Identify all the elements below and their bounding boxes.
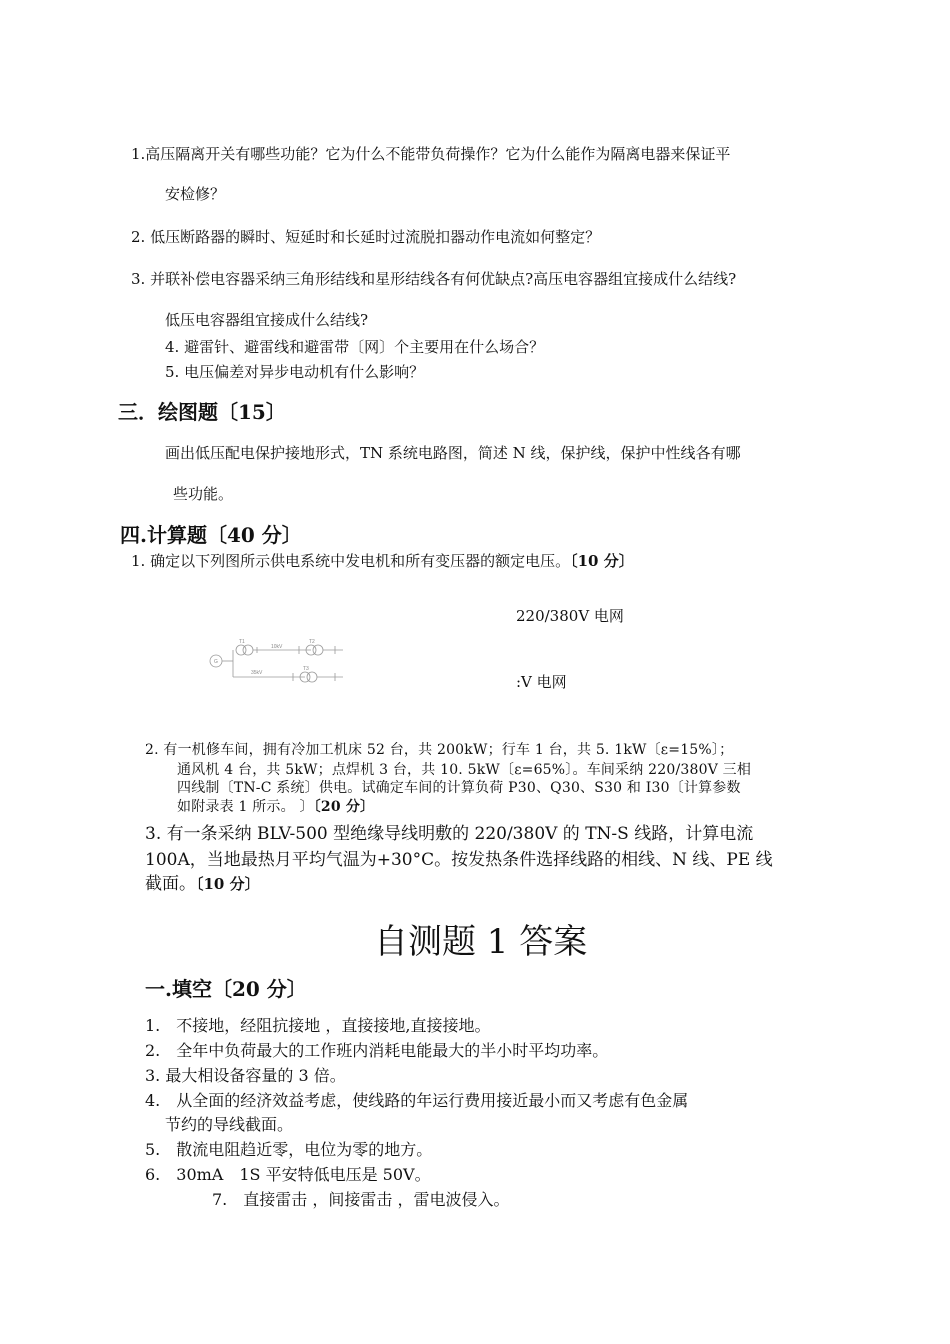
question-1-line-2: 安检修？	[165, 185, 226, 203]
section-3-heading: 三．绘图题〔15〕	[118, 400, 286, 424]
calc-question-2-line-1: 2. 有一机修车间，拥有冷加工机床 52 台，共 200kW；行车 1 台，共 5. 1kW〔ε=15%〕；	[145, 742, 734, 758]
calc-question-1-text: 1. 确定以下列图所示供电系统中发电机和所有变压器的额定电压。	[131, 552, 571, 570]
calc-question-3-line-2: 100A，当地最热月平均气温为+30°C。按发热条件选择线路的相线、N 线、PE 线	[145, 850, 773, 870]
calc-question-2-line-4	[177, 796, 374, 816]
answer-item-3: 3. 最大相设备容量的 3 倍。	[145, 1066, 346, 1085]
power-supply-diagram	[205, 632, 355, 692]
calc-question-3-line-1: 3. 有一条采纳 BLV-500 型绝缘导线明敷的 220/380V 的 TN-S 线路，计算电流	[145, 824, 754, 844]
question-3-line-2: 低压电容器组宜接成什么结线?	[165, 311, 369, 329]
generator-label: G	[214, 659, 218, 665]
answer-item-6: 6. 30mA 1S 平安特低电压是 50V。	[145, 1165, 431, 1184]
calc-question-2-line-3: 四线制〔TN-C 系统〕供电。试确定车间的计算负荷 P30、Q30、S30 和 I30〔计算参数	[177, 780, 741, 796]
question-1-line-1: 1.高压隔离开关有哪些功能？它为什么不能带负荷操作？它为什么能作为隔离电器来保证平	[131, 145, 731, 163]
answers-title: 自测题 1 答案	[374, 922, 588, 962]
question-4: 4. 避雷针、避雷线和避雷带〔网〕个主要用在什么场合？	[165, 338, 545, 356]
section-4-heading: 四.计算题〔40 分〕	[120, 523, 302, 547]
line-35kv-label: 35kV	[251, 670, 263, 676]
t3-label: T3	[303, 666, 309, 672]
answer-item-4-cont: 节约的导线截面。	[165, 1115, 294, 1134]
question-5: 5. 电压偏差对异步电动机有什么影响？	[165, 363, 425, 381]
grid-label-220-380v: 220/380V 电网	[516, 607, 624, 625]
t2-label: T2	[309, 639, 315, 645]
calc-question-1-points: 〔10 分〕	[570, 552, 634, 570]
transformer-t2-winding-2	[313, 645, 323, 655]
section-3-text-line-1: 画出低压配电保护接地形式，TN 系统电路图，简述 N 线，保护线，保护中性线各有哪	[165, 444, 741, 462]
answers-heading: 一.填空〔20 分〕	[145, 977, 307, 1001]
answer-item-5: 5. 散流电阻趋近零，电位为零的地方。	[145, 1140, 433, 1159]
answer-item-2: 2. 全年中负荷最大的工作班内消耗电能最大的半小时平均功率。	[145, 1041, 609, 1060]
calc-question-2-line-4-text: 如附录表 1 所示。 〕	[177, 799, 314, 815]
line-10kv-label: 10kV	[271, 644, 283, 650]
section-3-text-line-2: 些功能。	[173, 485, 234, 503]
answer-item-7: 7. 直接雷击 ，间接雷击 ，雷电波侵入。	[212, 1190, 510, 1209]
grid-label-kv: :V 电网	[516, 673, 567, 691]
calc-question-1	[131, 550, 634, 571]
answer-item-1: 1. 不接地，经阻抗接地 ，直接接地,直接接地。	[145, 1016, 491, 1035]
calc-question-2-line-2: 通风机 4 台，共 5kW；点焊机 3 台，共 10. 5kW〔ε=65%〕。车间采纳 220/380V 三相	[177, 762, 752, 778]
transformer-t3-winding-2	[307, 672, 317, 682]
transformer-t1-winding-2	[243, 645, 253, 655]
question-3-line-1: 3. 并联补偿电容器采纳三角形结线和星形结线各有何优缺点?高压电容器组宜接成什么结线?	[131, 270, 737, 288]
calc-question-3-line-3-text: 截面。	[145, 874, 196, 894]
calc-question-3-line-3	[145, 869, 260, 894]
calc-question-3-points: 〔10 分〕	[196, 875, 260, 893]
t1-label: T1	[239, 639, 245, 645]
question-2: 2. 低压断路器的瞬时、短延时和长延时过流脱扣器动作电流如何整定？	[131, 228, 601, 246]
answer-item-4: 4. 从全面的经济效益考虑，使线路的年运行费用接近最小而又考虑有色金属	[145, 1091, 689, 1110]
calc-question-2-points: 〔20 分〕	[313, 799, 375, 815]
